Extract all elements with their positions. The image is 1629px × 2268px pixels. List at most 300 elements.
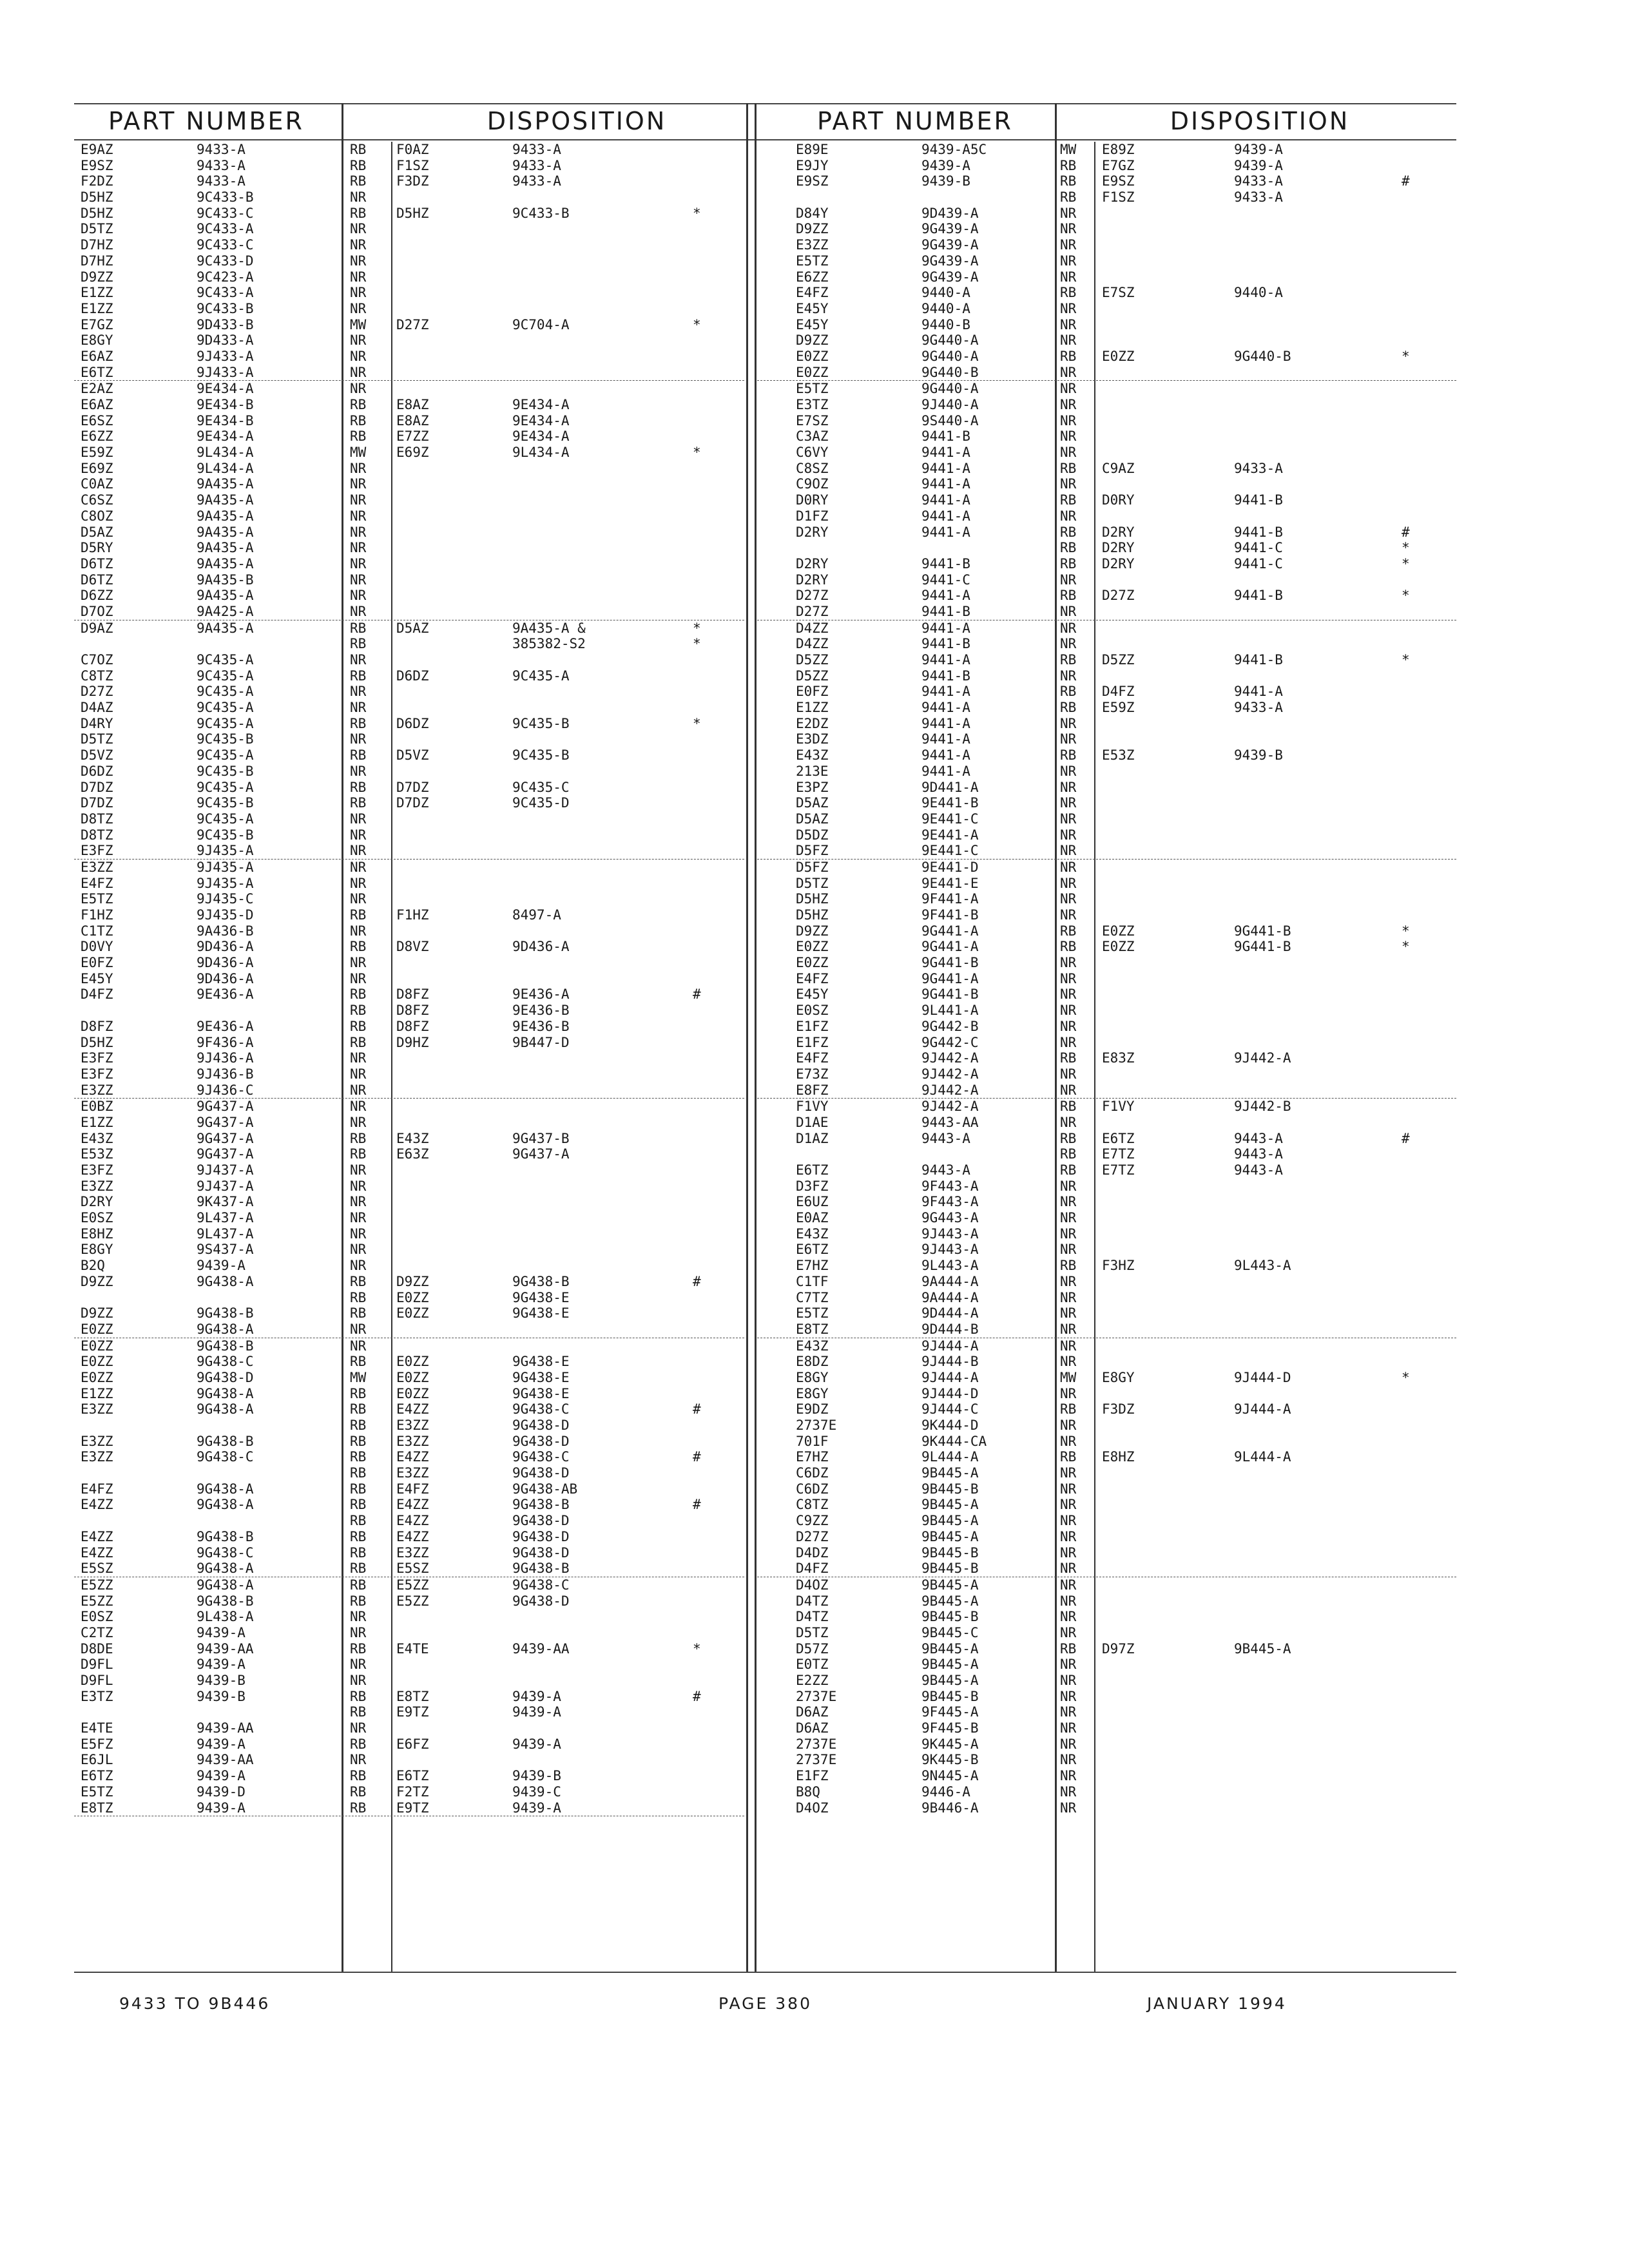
left-cell-base: 9G437-A <box>197 1146 254 1162</box>
left-cell-code: NR <box>350 1321 367 1337</box>
right-cell-prefix: D27Z <box>796 1528 829 1544</box>
left-cell-base: 9G438-C <box>197 1354 254 1370</box>
right-cell-code: NR <box>1060 1354 1077 1370</box>
left-cell-code: NR <box>350 1114 367 1130</box>
right-cell-prefix: D2RY <box>796 572 829 588</box>
right-cell-base: 9440-A <box>921 300 970 316</box>
right-cell-code: NR <box>1060 1609 1077 1625</box>
right-cell-prefix: D4ZZ <box>796 620 829 636</box>
right-cell-code: NR <box>1060 603 1077 619</box>
right-cell-code: NR <box>1060 1561 1077 1577</box>
left-cell-code: NR <box>350 763 367 779</box>
right-cell-prefix: D2RY <box>796 524 829 540</box>
right-table-row <box>757 588 1456 604</box>
left-cell-mark: * <box>693 445 701 461</box>
left-cell-base: 9C435-A <box>197 668 254 684</box>
left-table-row <box>74 1513 744 1529</box>
left-cell-base: 9C435-B <box>197 731 254 747</box>
right-cell-base: 9441-B <box>921 428 970 445</box>
left-cell-new-prefix: E0ZZ <box>396 1369 429 1385</box>
left-cell-prefix: E3ZZ <box>81 1433 113 1449</box>
right-cell-code: NR <box>1060 1194 1077 1210</box>
left-table-row <box>74 1386 744 1402</box>
left-table-row <box>74 540 744 556</box>
right-table-row <box>757 237 1456 253</box>
right-cell-code: NR <box>1060 763 1077 779</box>
right-cell-new-base: 9J444-D <box>1234 1369 1291 1385</box>
right-cell-base: 9K444-CA <box>921 1433 987 1449</box>
right-cell-base: 9J443-A <box>921 1242 979 1258</box>
left-cell-code: NR <box>350 237 367 253</box>
left-cell-base: 9A435-A <box>197 588 254 604</box>
left-cell-code: RB <box>350 1130 367 1146</box>
right-cell-base: 9B445-A <box>921 1497 979 1513</box>
left-cell-base: 9J435-A <box>197 859 254 875</box>
left-cell-new-prefix: E5ZZ <box>396 1577 429 1593</box>
right-cell-base: 9B445-A <box>921 1640 979 1657</box>
right-table-row <box>757 876 1456 892</box>
left-table-row <box>74 1242 744 1258</box>
right-table-row <box>757 1689 1456 1705</box>
right-cell-new-base: 9J444-A <box>1234 1401 1291 1418</box>
left-cell-prefix: C8TZ <box>81 668 113 684</box>
left-cell-new-prefix: E5ZZ <box>396 1593 429 1609</box>
left-cell-prefix: E3FZ <box>81 1050 113 1066</box>
left-cell-new-prefix: E0ZZ <box>396 1385 429 1401</box>
right-cell-prefix: E5TZ <box>796 381 829 397</box>
right-cell-base: 9B445-A <box>921 1528 979 1544</box>
left-cell-base: 9G438-A <box>197 1321 254 1337</box>
right-cell-code: RB <box>1060 588 1077 604</box>
left-table-row <box>74 1593 744 1610</box>
right-cell-new-prefix: C9AZ <box>1102 460 1135 476</box>
right-table-row <box>757 1673 1456 1689</box>
right-cell-base: 9441-A <box>921 731 970 747</box>
left-cell-prefix: D5TZ <box>81 221 113 237</box>
right-table-row <box>757 1210 1456 1226</box>
left-table-row <box>74 684 744 700</box>
left-cell-prefix: E3TZ <box>81 1688 113 1704</box>
left-cell-base: 9A425-A <box>197 603 254 619</box>
right-table-row <box>757 317 1456 333</box>
right-cell-base: 9J440-A <box>921 397 979 412</box>
right-cell-new-prefix: E7TZ <box>1102 1162 1135 1178</box>
left-table-row <box>74 269 744 285</box>
left-cell-prefix: C2TZ <box>81 1624 113 1640</box>
right-cell-code: NR <box>1060 1800 1077 1816</box>
left-cell-prefix: D7HZ <box>81 237 113 253</box>
left-cell-code: RB <box>350 1528 367 1544</box>
left-cell-mark: * <box>693 1640 701 1657</box>
right-cell-new-base: 9J442-B <box>1234 1099 1291 1115</box>
right-cell-prefix: D5AZ <box>796 795 829 811</box>
right-cell-new-prefix: E6TZ <box>1102 1130 1135 1146</box>
left-table-row <box>74 780 744 796</box>
right-cell-new-prefix: F3HZ <box>1102 1258 1135 1274</box>
right-cell-base: 9441-A <box>921 700 970 716</box>
left-cell-code: RB <box>350 907 367 923</box>
left-cell-base: 9C433-B <box>197 300 254 316</box>
left-cell-new-base: 9G438-E <box>512 1369 570 1385</box>
right-cell-code: NR <box>1060 875 1077 891</box>
left-cell-new-prefix: D9HZ <box>396 1034 429 1050</box>
left-cell-prefix: E3ZZ <box>81 1178 113 1194</box>
right-cell-base: 9B446-A <box>921 1800 979 1816</box>
right-cell-prefix: D5ZZ <box>796 668 829 684</box>
right-cell-new-prefix: F3DZ <box>1102 1401 1135 1418</box>
right-cell-code: NR <box>1060 1018 1077 1034</box>
left-cell-code: RB <box>350 1481 367 1497</box>
left-table-row <box>74 1673 744 1689</box>
left-cell-code: RB <box>350 1800 367 1816</box>
left-cell-mark: # <box>693 1273 701 1289</box>
left-cell-new-base: 9433-A <box>512 157 561 173</box>
right-cell-new-base: 9441-B <box>1234 588 1283 604</box>
right-cell-code: NR <box>1060 221 1077 237</box>
right-cell-base: 9J444-A <box>921 1369 979 1385</box>
right-cell-code: NR <box>1060 811 1077 827</box>
right-cell-mark: * <box>1402 923 1410 939</box>
right-table-row <box>757 1497 1456 1513</box>
right-cell-code: RB <box>1060 1130 1077 1146</box>
left-cell-base: 9A435-A <box>197 620 254 636</box>
left-table-row <box>74 1115 744 1131</box>
left-cell-prefix: E3FZ <box>81 1066 113 1082</box>
right-table-row <box>757 445 1456 461</box>
right-cell-base: 9439-A <box>921 157 970 173</box>
left-cell-base: 9C433-B <box>197 189 254 206</box>
right-cell-code: NR <box>1060 476 1077 492</box>
right-cell-code: NR <box>1060 795 1077 811</box>
right-cell-base: 9B445-A <box>921 1577 979 1593</box>
footer-range: 9433 TO 9B446 <box>119 1994 271 2013</box>
left-cell-prefix: E0ZZ <box>81 1369 113 1385</box>
right-cell-new-prefix: D2RY <box>1102 524 1135 540</box>
right-cell-prefix: C7TZ <box>796 1289 829 1305</box>
left-cell-code: NR <box>350 811 367 827</box>
right-table-row <box>757 492 1456 508</box>
left-cell-code: NR <box>350 1720 367 1736</box>
right-cell-new-base: 9441-B <box>1234 652 1283 668</box>
left-cell-new-prefix: E4ZZ <box>396 1449 429 1465</box>
right-table-row <box>757 269 1456 285</box>
right-table-row <box>757 189 1456 206</box>
left-cell-new-prefix: D7DZ <box>396 779 429 795</box>
left-cell-new-base: 9G438-B <box>512 1561 570 1577</box>
left-cell-new-prefix: D27Z <box>396 316 429 332</box>
right-cell-prefix: E9DZ <box>796 1401 829 1418</box>
left-cell-prefix: E3FZ <box>81 843 113 859</box>
right-cell-new-base: 9441-B <box>1234 524 1283 540</box>
right-cell-prefix: D5FZ <box>796 859 829 875</box>
right-cell-base: 9G440-A <box>921 332 979 349</box>
left-cell-new-base: 9G437-A <box>512 1146 570 1162</box>
right-table-row <box>757 971 1456 987</box>
right-cell-base: 9441-A <box>921 747 970 764</box>
left-table-row <box>74 1736 744 1753</box>
right-cell-prefix: E8GY <box>796 1385 829 1401</box>
left-cell-base: 9E434-B <box>197 412 254 428</box>
footer-date: JANUARY 1994 <box>1147 1994 1287 2013</box>
left-cell-code: RB <box>350 1401 367 1418</box>
right-cell-code: NR <box>1060 1465 1077 1481</box>
right-cell-code: NR <box>1060 1736 1077 1752</box>
right-cell-new-prefix: E9SZ <box>1102 173 1135 189</box>
right-cell-base: 9G439-A <box>921 269 979 285</box>
right-cell-new-base: 9440-A <box>1234 285 1283 301</box>
right-cell-prefix: D3FZ <box>796 1178 829 1194</box>
right-table-row <box>757 620 1456 637</box>
right-table-row <box>757 1720 1456 1736</box>
left-cell-base: 9G438-A <box>197 1561 254 1577</box>
right-cell-base: 9441-A <box>921 445 970 461</box>
left-table-row <box>74 1338 744 1354</box>
right-cell-code: NR <box>1060 907 1077 923</box>
left-table-row <box>74 620 744 637</box>
right-cell-base: 9441-B <box>921 668 970 684</box>
right-cell-base: 9440-A <box>921 285 970 301</box>
left-table-row <box>74 237 744 253</box>
right-disposition-header: DISPOSITION <box>1170 107 1350 135</box>
right-cell-prefix: E43Z <box>796 747 829 764</box>
left-cell-new-base: 9G438-B <box>512 1497 570 1513</box>
right-cell-code: NR <box>1060 779 1077 795</box>
right-cell-prefix: D4DZ <box>796 1544 829 1561</box>
right-cell-prefix: D9ZZ <box>796 332 829 349</box>
left-cell-base: 9439-A <box>197 1800 246 1816</box>
left-cell-base: 9D433-B <box>197 316 254 332</box>
left-table-row <box>74 1290 744 1306</box>
left-cell-prefix: D5AZ <box>81 524 113 540</box>
left-table-row <box>74 1370 744 1386</box>
left-cell-base: 9439-A <box>197 1258 246 1274</box>
right-cell-code: RB <box>1060 1449 1077 1465</box>
left-cell-prefix: E45Y <box>81 970 113 986</box>
right-cell-new-prefix: D2RY <box>1102 555 1135 572</box>
left-table-row <box>74 1529 744 1545</box>
right-table-row <box>757 1354 1456 1370</box>
right-cell-prefix: 2737E <box>796 1688 837 1704</box>
left-cell-base: 9C435-A <box>197 715 254 731</box>
left-table-row <box>74 1082 744 1099</box>
left-cell-prefix: E6JL <box>81 1752 113 1768</box>
left-cell-base: 9439-A <box>197 1624 246 1640</box>
left-cell-prefix: D9FL <box>81 1673 113 1688</box>
left-cell-new-base: 9G438-D <box>512 1433 570 1449</box>
right-cell-code: NR <box>1060 445 1077 461</box>
left-cell-base: 9C433-A <box>197 221 254 237</box>
left-cell-prefix: E0SZ <box>81 1609 113 1625</box>
left-cell-prefix: E53Z <box>81 1146 113 1162</box>
left-cell-code: RB <box>350 1418 367 1433</box>
right-cell-code: RB <box>1060 939 1077 955</box>
right-table-row <box>757 365 1456 381</box>
right-cell-code: NR <box>1060 205 1077 221</box>
right-cell-code: RB <box>1060 540 1077 556</box>
right-cell-prefix: E7HZ <box>796 1258 829 1274</box>
left-cell-code: RB <box>350 142 367 157</box>
right-cell-code: RB <box>1060 492 1077 508</box>
right-cell-code: NR <box>1060 1289 1077 1305</box>
right-cell-prefix: E89E <box>796 142 829 157</box>
left-table-row <box>74 860 744 876</box>
left-table-row <box>74 1800 744 1817</box>
right-cell-prefix: C6DZ <box>796 1481 829 1497</box>
left-cell-new-base: 9G438-B <box>512 1273 570 1289</box>
left-cell-code: NR <box>350 508 367 524</box>
right-cell-code: NR <box>1060 1225 1077 1242</box>
right-cell-code: NR <box>1060 668 1077 684</box>
right-cell-base: 9B445-B <box>921 1544 979 1561</box>
right-table-row <box>757 142 1456 158</box>
right-cell-code: NR <box>1060 269 1077 285</box>
right-cell-base: 9J443-A <box>921 1225 979 1242</box>
left-table-row <box>74 1003 744 1019</box>
right-cell-prefix: D0RY <box>796 492 829 508</box>
left-cell-code: RB <box>350 620 367 636</box>
right-cell-prefix: D1AE <box>796 1114 829 1130</box>
right-cell-prefix: D5HZ <box>796 907 829 923</box>
left-cell-new-prefix: D8FZ <box>396 986 429 1003</box>
left-cell-base: 9C435-B <box>197 827 254 843</box>
left-cell-base: 9C433-D <box>197 253 254 269</box>
right-table-row <box>757 827 1456 843</box>
right-cell-base: 9J444-A <box>921 1338 979 1354</box>
left-table-row <box>74 206 744 222</box>
right-cell-new-base: 9443-A <box>1234 1130 1283 1146</box>
left-table-row <box>74 158 744 174</box>
left-cell-new-prefix: E4ZZ <box>396 1528 429 1544</box>
right-cell-base: 9B445-A <box>921 1673 979 1688</box>
left-cell-code: NR <box>350 1624 367 1640</box>
right-cell-prefix: E0TZ <box>796 1657 829 1673</box>
right-cell-base: 9D439-A <box>921 205 979 221</box>
right-table-row <box>757 1242 1456 1258</box>
right-cell-code: NR <box>1060 253 1077 269</box>
left-table-row <box>74 1401 744 1418</box>
left-cell-code: MW <box>350 1369 367 1385</box>
left-cell-base: 9A435-A <box>197 508 254 524</box>
left-cell-base: 9C435-B <box>197 763 254 779</box>
left-cell-code: RB <box>350 1513 367 1529</box>
left-cell-code: RB <box>350 1704 367 1720</box>
right-table-row <box>757 955 1456 971</box>
left-cell-base: 9C433-C <box>197 205 254 221</box>
left-cell-base: 9439-A <box>197 1768 246 1784</box>
right-cell-base: 9441-C <box>921 572 970 588</box>
right-table-row <box>757 604 1456 620</box>
left-cell-prefix: E2AZ <box>81 381 113 397</box>
left-cell-base: 9C435-B <box>197 795 254 811</box>
right-table-row <box>757 636 1456 652</box>
left-cell-code: NR <box>350 540 367 556</box>
right-cell-base: 9441-A <box>921 524 970 540</box>
right-cell-code: NR <box>1060 986 1077 1003</box>
left-cell-code: RB <box>350 1003 367 1019</box>
left-cell-base: 9G438-C <box>197 1449 254 1465</box>
left-cell-base: 9L434-A <box>197 460 254 476</box>
left-cell-base: 9A435-A <box>197 524 254 540</box>
left-cell-code: NR <box>350 300 367 316</box>
right-cell-prefix: E7SZ <box>796 412 829 428</box>
right-cell-prefix: E45Y <box>796 300 829 316</box>
left-cell-prefix: D2RY <box>81 1194 113 1210</box>
right-table-row <box>757 716 1456 732</box>
right-cell-base: 9B445-A <box>921 1513 979 1529</box>
right-part-number-header: PART NUMBER <box>817 107 1013 135</box>
left-cell-base: 9J437-A <box>197 1162 254 1178</box>
left-cell-mark: * <box>693 636 701 652</box>
right-table-row <box>757 1704 1456 1720</box>
right-cell-new-base: 9439-B <box>1234 747 1283 764</box>
left-table-row <box>74 636 744 652</box>
left-cell-base: 9J435-A <box>197 843 254 859</box>
right-cell-new-base: 9433-A <box>1234 460 1283 476</box>
right-table-row <box>757 1274 1456 1290</box>
left-cell-prefix: D9FL <box>81 1657 113 1673</box>
right-table-row <box>757 540 1456 556</box>
left-cell-new-prefix: D5AZ <box>396 620 429 636</box>
right-table-row <box>757 1609 1456 1625</box>
left-cell-mark: * <box>693 715 701 731</box>
right-cell-code: RB <box>1060 1258 1077 1274</box>
left-cell-base: 9C435-A <box>197 700 254 716</box>
right-cell-base: 9G440-A <box>921 381 979 397</box>
left-cell-new-prefix: E7ZZ <box>396 428 429 445</box>
left-table-row <box>74 604 744 620</box>
left-table-row <box>74 1050 744 1066</box>
left-cell-prefix: D9ZZ <box>81 269 113 285</box>
left-cell-prefix: C6SZ <box>81 492 113 508</box>
right-table-row <box>757 1338 1456 1354</box>
right-cell-new-prefix: D97Z <box>1102 1640 1135 1657</box>
right-cell-base: 9443-A <box>921 1130 970 1146</box>
left-cell-code: NR <box>350 572 367 588</box>
right-cell-prefix: D5FZ <box>796 843 829 859</box>
right-cell-base: 9G439-A <box>921 253 979 269</box>
left-cell-base: 9439-A <box>197 1736 246 1752</box>
right-cell-prefix: E3TZ <box>796 397 829 412</box>
left-cell-new-prefix: E6FZ <box>396 1736 429 1752</box>
right-table-row <box>757 1050 1456 1066</box>
right-cell-base: 9B445-B <box>921 1561 979 1577</box>
right-cell-prefix: E8DZ <box>796 1354 829 1370</box>
left-table-row <box>74 891 744 907</box>
right-table-row <box>757 476 1456 492</box>
left-table-row <box>74 1561 744 1577</box>
left-cell-code: RB <box>350 1018 367 1034</box>
left-table-row <box>74 811 744 827</box>
left-cell-base: 9J436-B <box>197 1066 254 1082</box>
left-cell-prefix: E5TZ <box>81 891 113 907</box>
right-cell-code: MW <box>1060 142 1077 157</box>
left-cell-mark: # <box>693 1688 701 1704</box>
right-table-row <box>757 1003 1456 1019</box>
right-cell-base: 9E441-E <box>921 875 979 891</box>
left-cell-base: 9G438-A <box>197 1577 254 1593</box>
left-table-row <box>74 1545 744 1561</box>
right-cell-code: NR <box>1060 1242 1077 1258</box>
right-cell-prefix: E0ZZ <box>796 364 829 380</box>
left-cell-base: 9A435-A <box>197 555 254 572</box>
left-cell-code: NR <box>350 1099 367 1115</box>
left-cell-new-base: 9G438-E <box>512 1354 570 1370</box>
right-cell-base: 9G439-A <box>921 221 979 237</box>
left-table-row <box>74 1131 744 1147</box>
left-table-row <box>74 971 744 987</box>
right-cell-code: RB <box>1060 460 1077 476</box>
left-cell-new-prefix: E63Z <box>396 1146 429 1162</box>
